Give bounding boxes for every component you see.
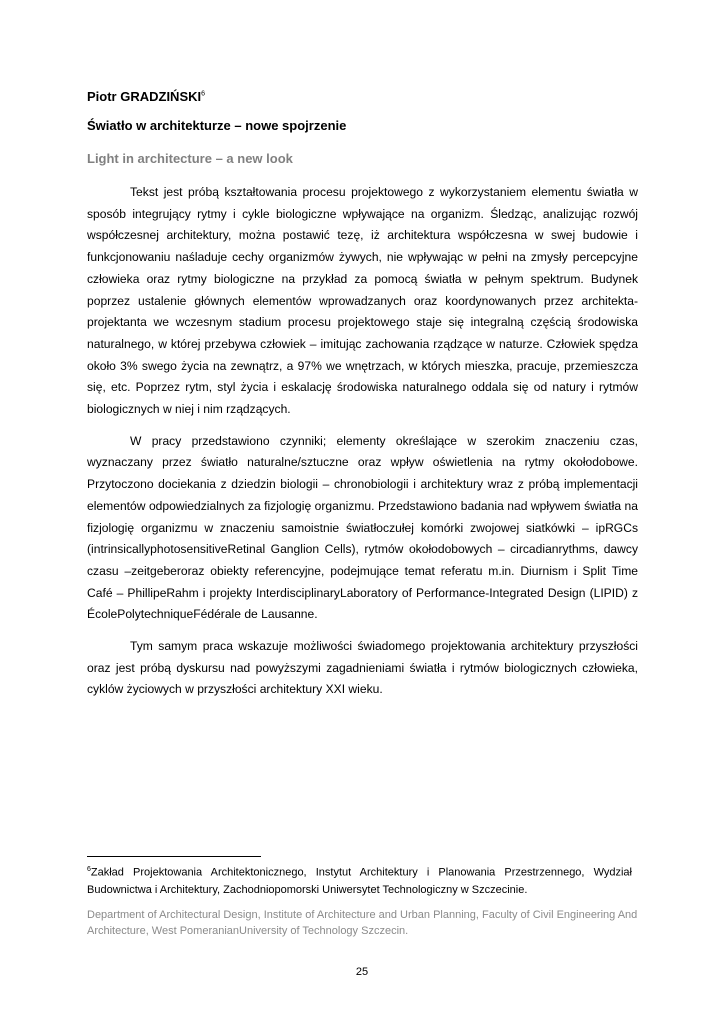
footnote-ref[interactable]: 6: [201, 90, 206, 98]
footnote-divider: [87, 856, 261, 857]
title-english: Light in architecture – a new look: [87, 151, 293, 166]
paragraph-1: Tekst jest próbą kształtowania procesu projektowego z wykorzystaniem elementu światła w sposób integrujący rytmy i cykle biologiczne wpływające na organizm. Śledząc, analizując rozwój współczesnej architektury, można postawić tezę, iż architektura współczesna w swej budowie i funkcjonowaniu naśladuje cechy organizmów żywych, nie wpływając w pełni na zmysły percepcyjne człowieka oraz rytmy biologiczne na przykład za pomocą światła w pełnym spektrum. Budynek poprzez ustalenie głównych elementów wprowadzanych oraz koordynowanych przez architekta-projektanta we wczesnym stadium procesu projektowego staje się integralną częścią środowiska naturalnego, w której przebywa człowiek – imitując zachowania rządzące w naturze. Człowiek spędza około 3% swego życia na zewnątrz, a 97% we wnętrzach, w których mieszka, pracuje, przemieszcza się, etc. Poprzez rytm, styl życia i eskalację środowiska naturalnego oddala się od natury i rytmów biologicznych w niej i nim rządzących.: [87, 185, 638, 417]
title-polish: Światło w architekturze – nowe spojrzenie: [87, 118, 347, 133]
paragraph-3: Tym samym praca wskazuje możliwości świadomego projektowania architektury przyszłości oraz jest próbą dyskursu nad powyższymi zagadnieniami światła i rytmów biologicznych człowieka, cyklów życiowych w przyszłości architektury XXI wieku.: [87, 639, 638, 697]
footnote-text: Zakład Projektowania Architektonicznego, Instytut Architektury i Planowania Przestrzennego, Wydział Budownictwa i Architektury, Zachodniopomorski Uniwersytet Technologiczny w Szczecinie.: [87, 866, 632, 896]
footnote-marker: 6: [87, 866, 91, 873]
paragraph-2: W pracy przedstawiono czynniki; elementy określające w szerokim znaczeniu czas, wyznaczany przez światło naturalne/sztuczne oraz wpływ oświetlenia na rytmy okołodobowe. Przytoczono dociekania z dziedzin biologii – chronobiologii i architektury wraz z próbą implementacji elementów odpowiedzialnych za fizjologię organizmu. Przedstawiono badania nad wpływem światła na fizjologię organizmu w znaczeniu samoistnie światłoczułej komórki zwojowej siatkówki – ipRGCs (intrinsicallyphotosensitiveRetinal Ganglion Cells), rytmów okołodobowych – circadianrythms, dawcy czasu –zeitgeberoraz obiekty referencyjne, podejmujące temat referatu m.in. Diurnism i Split Time Café – PhillipeRahm i projekty InterdisciplinaryLaboratory of Performance-Integrated Design (LIPID) z ÉcolePolytechniqueFédérale de Lausanne.: [87, 433, 638, 622]
page-number: 25: [355, 966, 369, 978]
abstract-body: [87, 182, 638, 711]
footnote-translation: Department of Architectural Design, Institute of Architecture and Urban Planning, Faculty of Civil Engineering And Architecture, West PomeranianUniversity of Technology Szczecin.: [87, 909, 638, 937]
author-name-text: Piotr GRADZIŃSKI: [87, 89, 202, 104]
author-name: [87, 89, 205, 104]
footnote: [87, 861, 632, 899]
